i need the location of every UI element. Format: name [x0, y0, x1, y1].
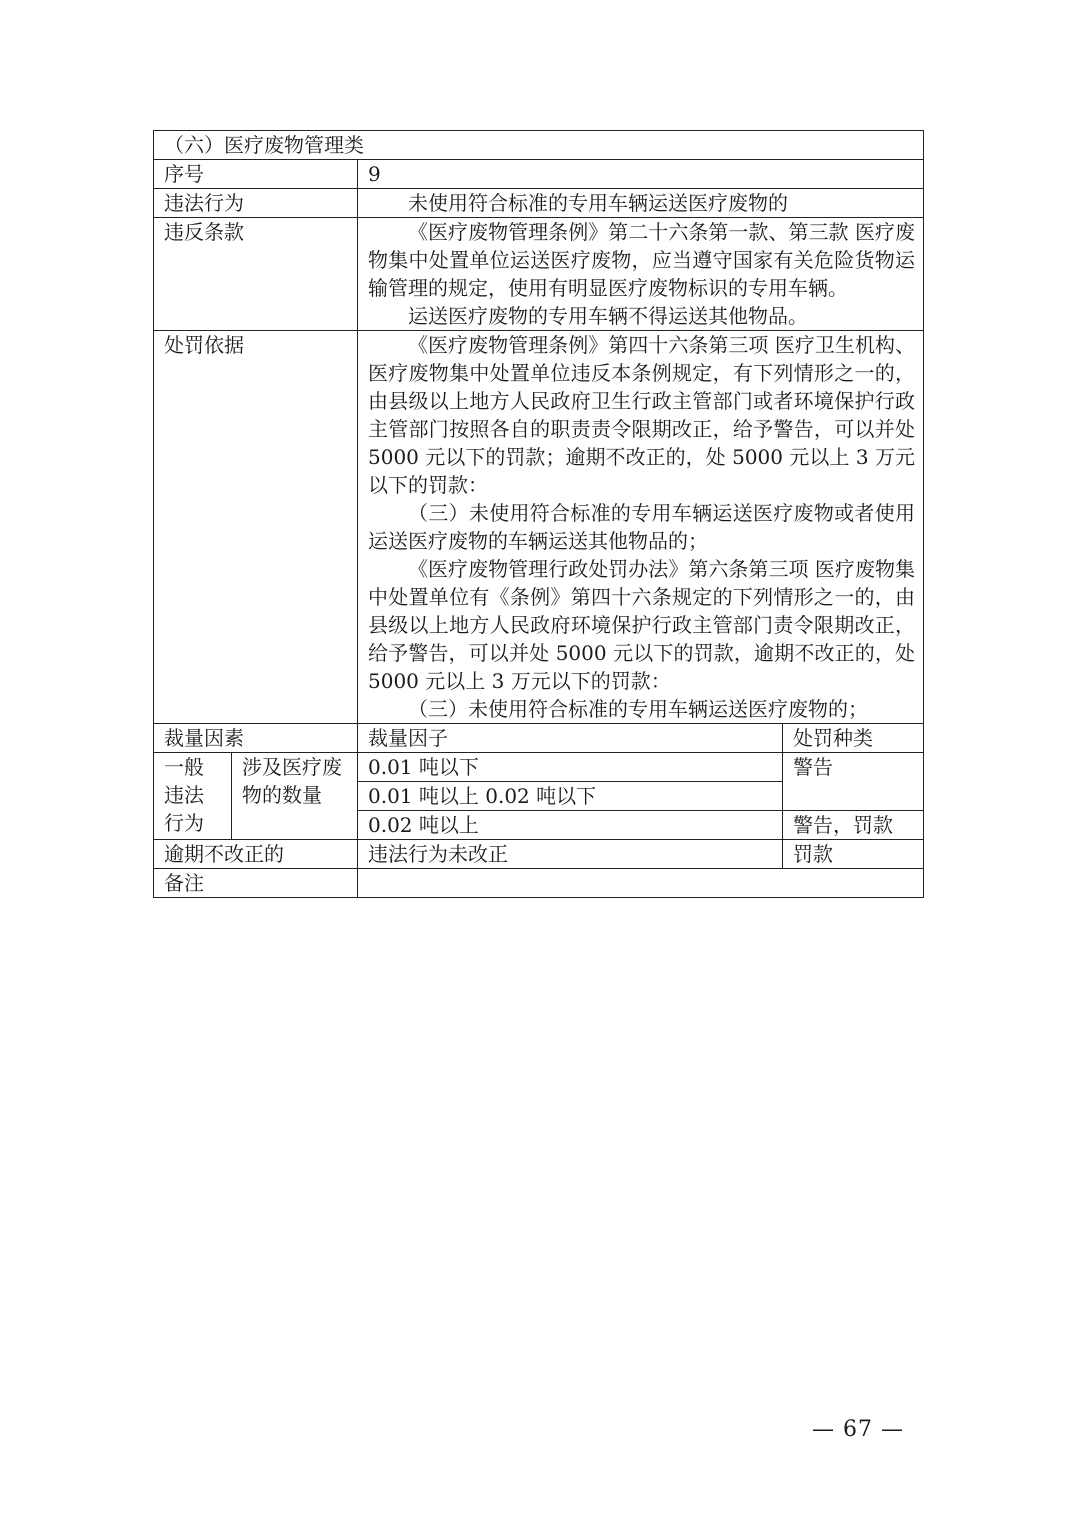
violation-row — [154, 189, 924, 218]
remarks-value — [358, 869, 924, 898]
violated-clause-label: 违反条款 — [154, 218, 358, 331]
violation-value: 未使用符合标准的专用车辆运送医疗废物的 — [408, 191, 788, 215]
penalty-basis-paragraph: 《医疗废物管理行政处罚办法》第六条第三项 医疗废物集中处置单位有《条例》第四十六条规定的下列情形之一的，由县级以上地方人民政府环境保护行政主管部门责令限期改正，给予警告，可以并处 5000 元以下的罚款，逾期不改正的，处 5000 元以上 3 万元以下的罚款： — [368, 557, 915, 693]
violated-clause-row — [154, 218, 924, 331]
penalty-basis-label: 处罚依据 — [154, 331, 358, 724]
penalty-type-header: 处罚种类 — [783, 724, 924, 753]
serial-value: 9 — [358, 160, 924, 189]
penalty-basis-cell — [358, 331, 924, 724]
overdue-penalty: 罚款 — [783, 840, 924, 869]
violated-clause-cell — [358, 218, 924, 331]
section-title: （六）医疗废物管理类 — [154, 131, 924, 160]
discretion-row — [154, 753, 924, 782]
section-title-row — [154, 131, 924, 160]
penalty-basis-paragraph: 《医疗废物管理条例》第四十六条第三项 医疗卫生机构、医疗废物集中处置单位违反本条例规定，有下列情形之一的，由县级以上地方人民政府卫生行政主管部门或者环境保护行政主管部门按照各自的职责责令限期改正，给予警告，可以并处 5000 元以下的罚款；逾期不改正的，处 5000 元以上 3 万元以下的罚款： — [368, 333, 915, 497]
remarks-row — [154, 869, 924, 898]
discretion-factor-item-header: 裁量因子 — [358, 724, 783, 753]
discretion-header-row — [154, 724, 924, 753]
penalty-basis-row — [154, 331, 924, 724]
waste-quantity-factor: 涉及医疗废物的数量 — [232, 753, 358, 840]
remarks-label: 备注 — [154, 869, 358, 898]
quantity-range: 0.01 吨以下 — [358, 753, 783, 782]
serial-row — [154, 160, 924, 189]
general-violation-category: 一般违法行为 — [154, 753, 232, 840]
overdue-factor: 违法行为未改正 — [358, 840, 783, 869]
overdue-label: 逾期不改正的 — [154, 840, 358, 869]
discretion-factor-label: 裁量因素 — [154, 724, 358, 753]
penalty-basis-paragraph: （三）未使用符合标准的专用车辆运送医疗废物的； — [408, 697, 868, 721]
page-number: — 67 — — [812, 1417, 904, 1442]
violation-label: 违法行为 — [154, 189, 358, 218]
serial-label: 序号 — [154, 160, 358, 189]
violated-clause-paragraph: 《医疗废物管理条例》第二十六条第一款、第三款 医疗废物集中处置单位运送医疗废物，应当遵守国家有关危险货物运输管理的规定，使用有明显医疗废物标识的专用车辆。 — [368, 220, 915, 300]
penalty-type: 警告，罚款 — [783, 811, 924, 840]
quantity-range: 0.02 吨以上 — [358, 811, 783, 840]
penalty-basis-paragraph: （三）未使用符合标准的专用车辆运送医疗废物或者使用运送医疗废物的车辆运送其他物品的； — [368, 501, 915, 553]
penalty-type: 警告 — [783, 753, 924, 811]
penalty-standard-table — [153, 130, 924, 898]
quantity-range: 0.01 吨以上 0.02 吨以下 — [358, 782, 783, 811]
overdue-row — [154, 840, 924, 869]
violation-cell — [358, 189, 924, 218]
violated-clause-paragraph: 运送医疗废物的专用车辆不得运送其他物品。 — [408, 304, 808, 328]
